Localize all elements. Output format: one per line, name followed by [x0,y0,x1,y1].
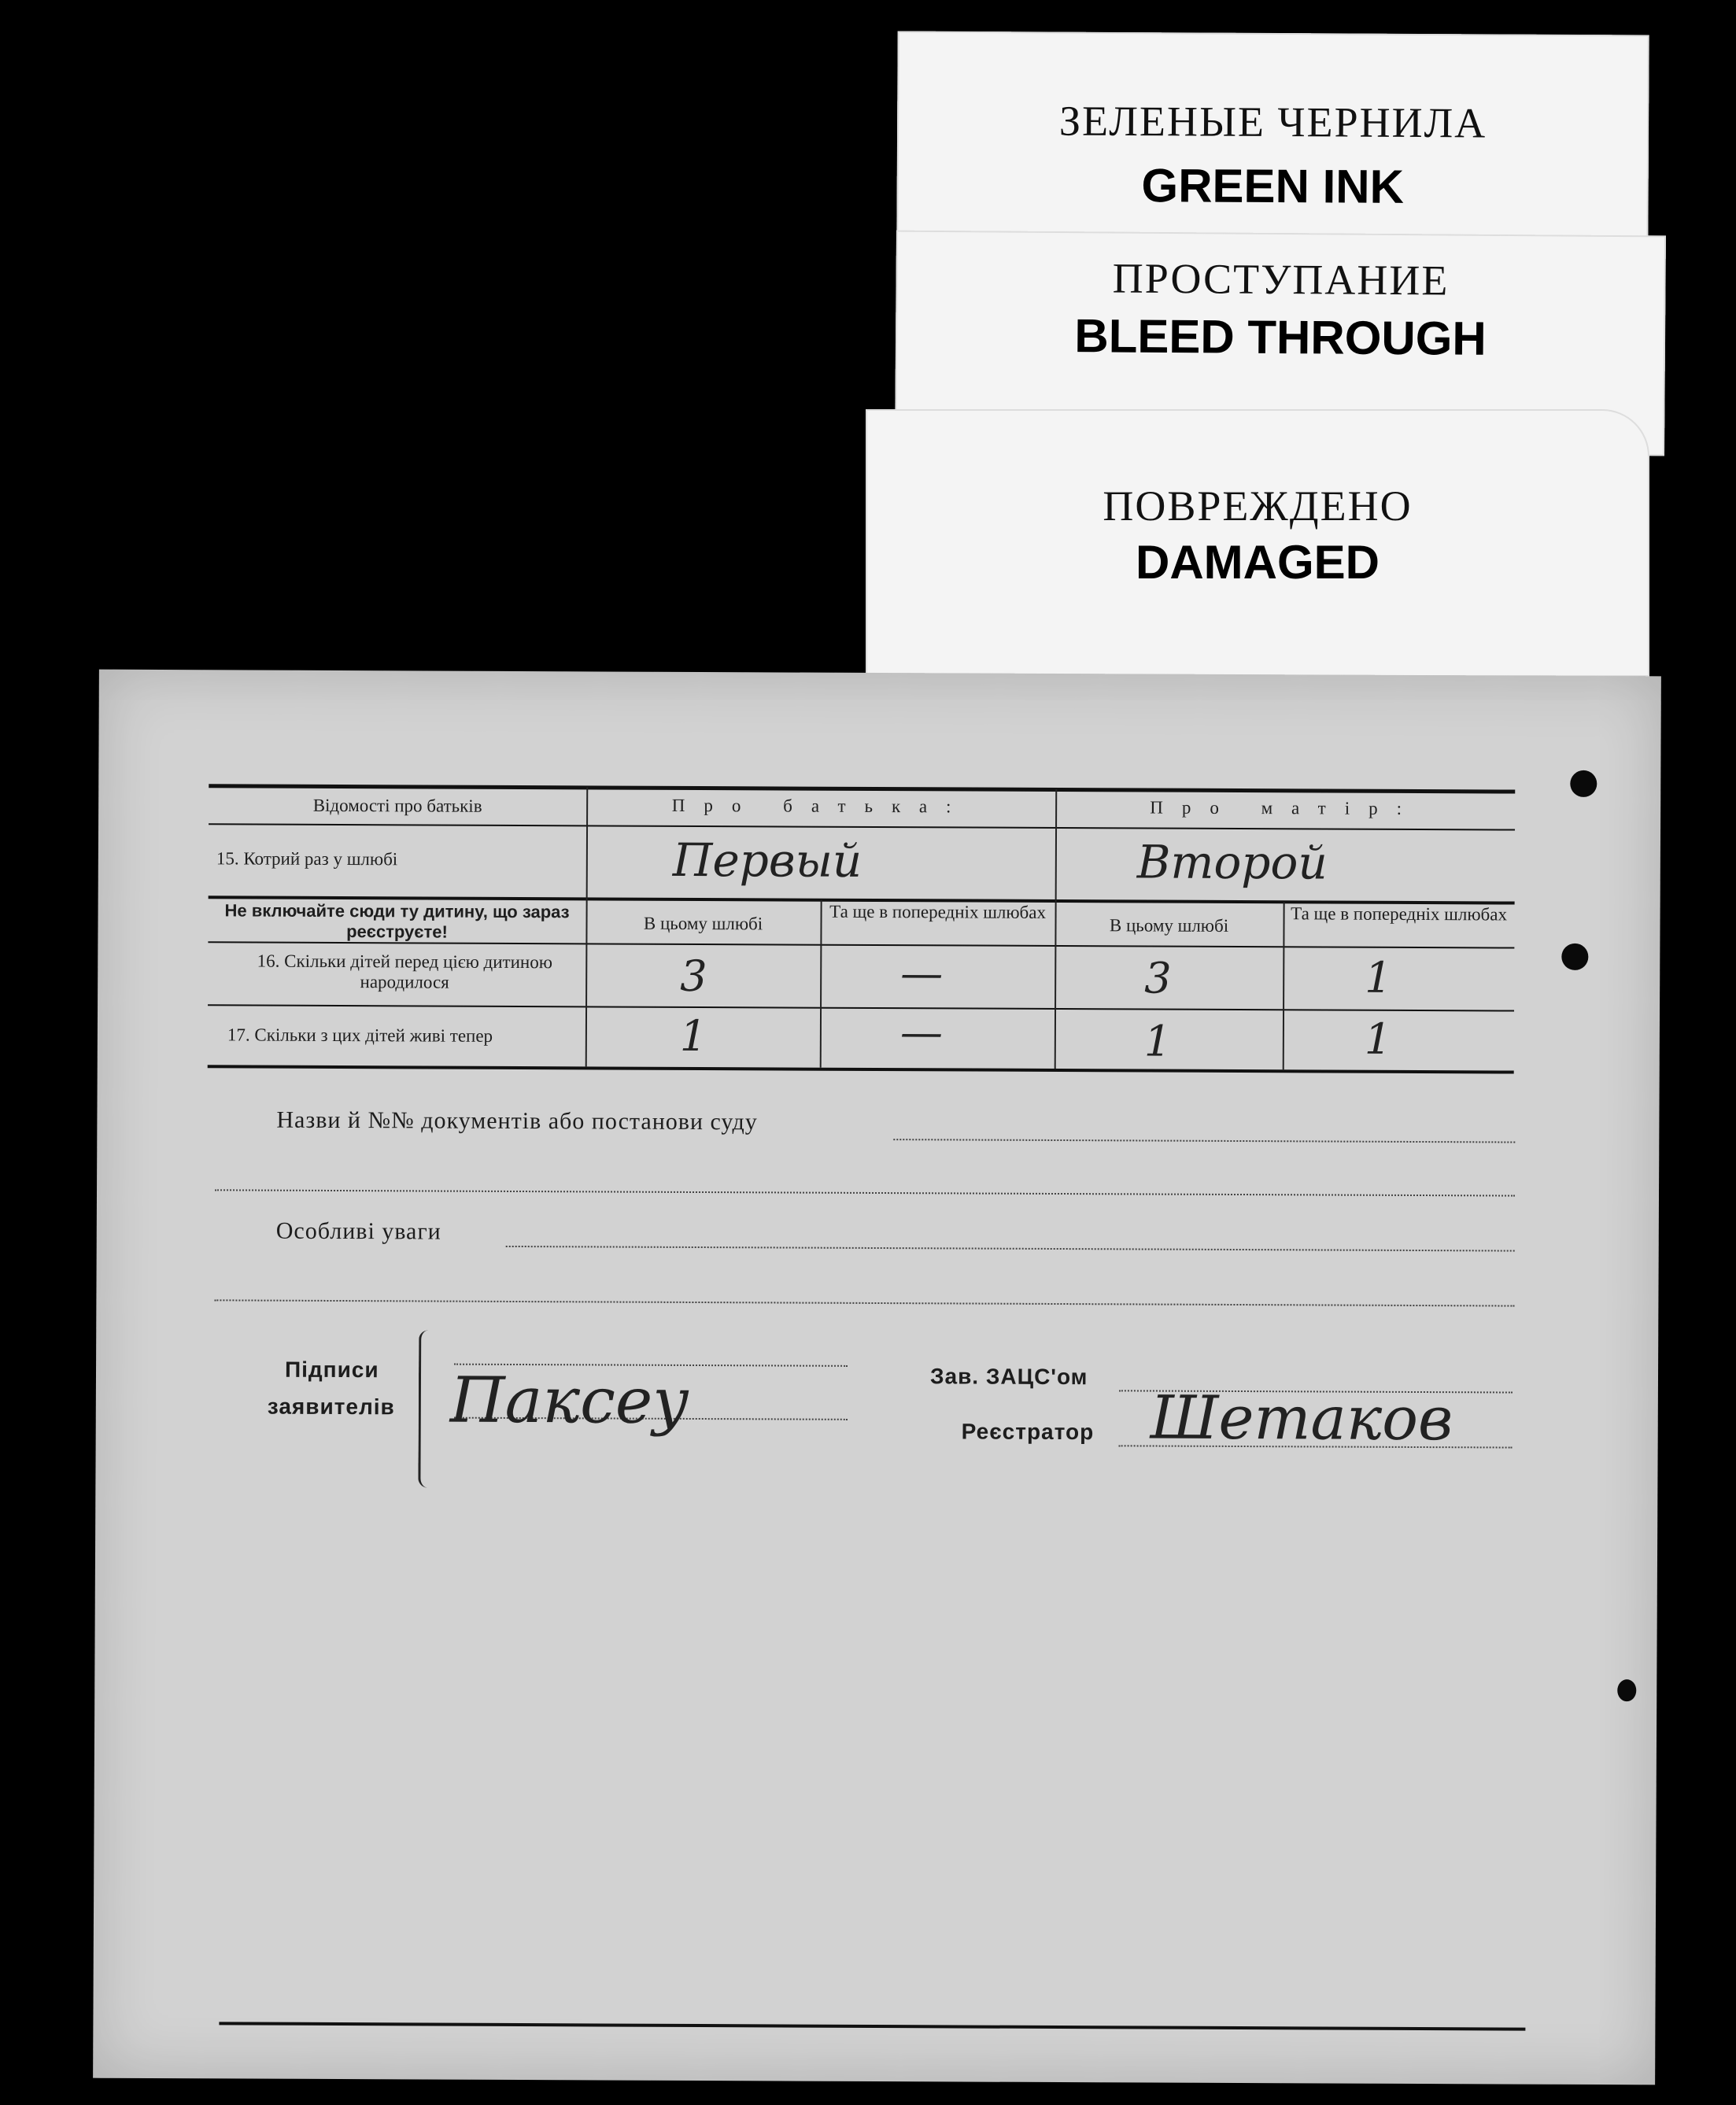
subheader-mother-previous: Та ще в попередніх шлюбах [1291,903,1508,925]
table-rule [208,1065,1514,1073]
documents-line [893,1139,1515,1143]
documents-label: Назви й №№ документів або постанови суду [276,1106,758,1136]
flag-label-ru: ПОВРЕЖДЕНО [1103,482,1413,530]
flag-label-ru: ПРОСТУПАНИЕ [1112,254,1450,305]
row16-father-previous: — [900,948,944,999]
row17-mother-previous: 1 [1364,1014,1392,1064]
head-zags-label: Зав. ЗАЦС'ом [929,1364,1088,1390]
subheader-note: Не включайте сюди ту дитину, що зараз реєструєте! [224,900,570,942]
row16-mother-this: 3 [1144,953,1172,1003]
applicant-signature: Паксеу [449,1363,689,1438]
punch-hole [1617,1679,1636,1701]
table-rule [208,1004,1514,1011]
bottom-rule [219,2022,1525,2030]
subheader-mother-this: В цьому шлюбі [1109,915,1229,936]
flag-label-ru: ЗЕЛЕНЫЕ ЧЕРНИЛА [1058,97,1487,147]
row16-mother-previous: 1 [1365,952,1392,1003]
notes-line [506,1246,1515,1252]
row16-father-this: 3 [680,951,707,1002]
flag-label-en: DAMAGED [1136,536,1380,589]
parents-table [209,784,1515,1066]
subheader-father-this: В цьому шлюбі [643,913,763,934]
table-rule [208,941,1514,948]
table-rule [209,823,1515,830]
row15-mother-value: Второй [1136,835,1328,890]
notes-label: Особливі уваги [275,1217,441,1245]
registrar-label: Реєстратор [961,1419,1095,1445]
documents-line-2 [215,1189,1515,1196]
row17-father-previous: — [899,1007,944,1058]
notes-line-2 [214,1299,1514,1306]
row15-label: 15. Котрий раз у шлюбі [216,848,398,870]
damaged-flag [866,409,1649,677]
subheader-father-previous: Та ще в попередніх шлюбах [829,901,1047,922]
flag-label-en: BLEED THROUGH [1074,309,1487,365]
row15-father-value: Первый [672,833,862,888]
row16-label: 16. Скільки дітей перед цією дитиною народилося [257,951,552,992]
applicants-signature-label-line1: Підписи [284,1357,379,1383]
applicants-signature-label-line2: заявителів [267,1394,395,1420]
punch-hole [1561,944,1588,970]
header-father: Про батька: [671,795,970,817]
row17-father-this: 1 [679,1010,707,1062]
document-page [93,670,1661,2085]
flag-label-en: GREEN INK [1141,159,1405,213]
green-ink-flag [896,31,1649,252]
table-rule [209,784,1515,793]
punch-hole [1570,770,1597,797]
header-parents-info: Відомості про батьків [312,795,482,816]
header-mother: Про матір: [1150,797,1421,819]
registrar-signature: Шетаков [1150,1382,1453,1454]
signature-brace [418,1330,438,1487]
row17-mother-this: 1 [1143,1016,1172,1066]
row17-label: 17. Скільки з цих дітей живі тепер [227,1025,493,1046]
